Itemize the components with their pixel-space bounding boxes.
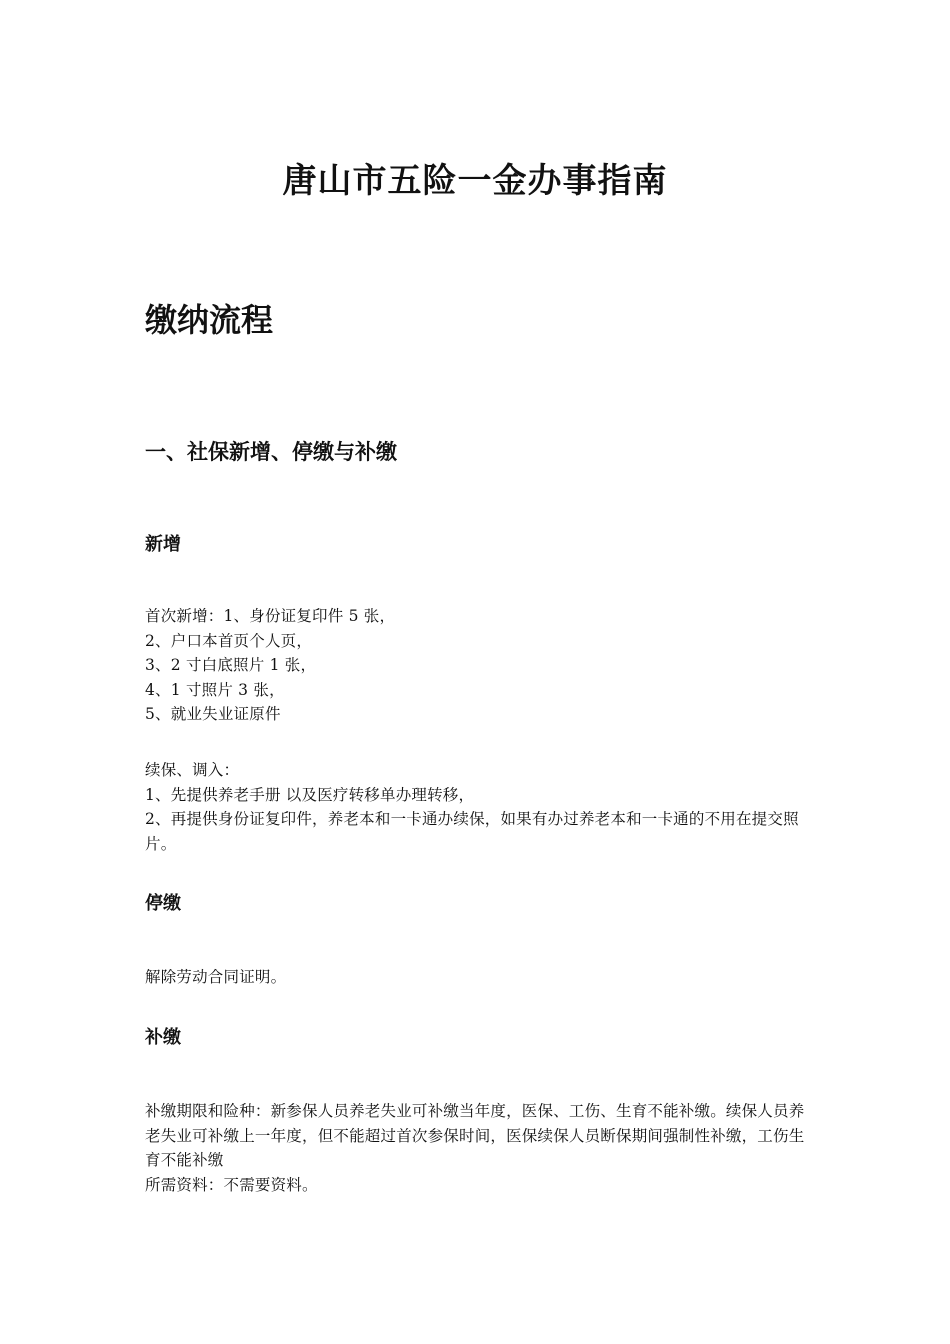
continuation-line: 2、再提供身份证复印件，养老本和一卡通办续保，如果有办过养老本和一卡通的不用在提交照片。 xyxy=(145,810,799,853)
requirement-line: 3、2 寸白底照片 1 张， xyxy=(145,656,317,674)
requirement-line: 2、户口本首页个人页， xyxy=(145,631,313,650)
new-enrollment-heading: 新增 xyxy=(145,534,181,555)
suspension-heading: 停缴 xyxy=(145,893,181,914)
subsection-heading: 一、社保新增、停缴与补缴 xyxy=(145,440,397,464)
section-heading: 缴纳流程 xyxy=(145,301,274,339)
back-payment-materials: 所需资料：不需要资料。 xyxy=(145,1175,318,1194)
back-payment-text: 补缴期限和险种：新参保人员养老失业可补缴当年度，医保、工伤、生育不能补缴。续保人员养老失业可补缴上一年度，但不能超过首次参保时间，医保续保人员断保期间强制性补缴，工伤生育不能补缴 xyxy=(145,1102,805,1169)
continuation-line: 续保、调入： xyxy=(145,761,240,779)
continuation-requirements xyxy=(145,758,810,856)
document-title: 唐山市五险一金办事指南 xyxy=(282,161,668,201)
back-payment-section xyxy=(145,1099,810,1197)
continuation-line: 1、先提供养老手册 以及医疗转移单办理转移， xyxy=(145,785,475,804)
requirement-line: 5、就业失业证原件 xyxy=(145,705,281,723)
requirement-line: 4、1 寸照片 3 张， xyxy=(145,680,285,699)
requirement-line: 首次新增：1、身份证复印件 5 张， xyxy=(145,607,396,625)
back-payment-heading: 补缴 xyxy=(145,1027,181,1048)
first-time-requirements xyxy=(145,604,810,727)
suspension-text: 解除劳动合同证明。 xyxy=(145,968,287,986)
